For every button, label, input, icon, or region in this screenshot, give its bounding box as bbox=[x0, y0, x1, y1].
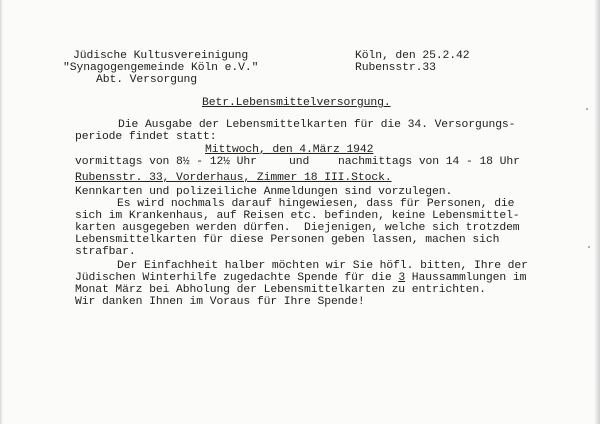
body-line: Kennkarten und polizeiliche Anmeldungen sind vorzulegen. bbox=[75, 186, 453, 198]
place-date: Köln, den 25.2.42 bbox=[355, 50, 470, 62]
sender-address: Rubensstr.33 bbox=[355, 62, 436, 74]
body-text: Jüdischen Winterhilfe zugedachte Spende für die bbox=[75, 272, 399, 284]
body-line: Die Ausgabe der Lebensmittelkarten für die 34. Versorgungs- bbox=[118, 119, 516, 131]
body-line: periode findet statt: bbox=[75, 131, 217, 143]
collection-count: 3 bbox=[398, 272, 406, 284]
sender-line-3: Abt. Versorgung bbox=[96, 74, 198, 86]
body-line: Der Einfachheit halber möchten wir Sie höfl. bitten, Ihre der bbox=[117, 260, 528, 272]
body-line: karten ausgegeben werden dürfen. Diejenigen, welche sich trotzdem bbox=[75, 222, 520, 234]
scan-speck bbox=[586, 108, 588, 110]
times-and: und bbox=[289, 156, 310, 168]
sender-line-1: Jüdische Kultusvereinigung bbox=[73, 50, 249, 62]
paper-edge-right bbox=[594, 0, 600, 424]
distribution-date: Mittwoch, den 4.März 1942 bbox=[205, 144, 374, 156]
subject-line: Betr.Lebensmittelversorgung. bbox=[202, 97, 391, 109]
body-line: Es wird nochmals darauf hingewiesen, dass für Personen, die bbox=[117, 198, 515, 210]
body-line: Lebensmittelkarten für diese Personen geben lassen, machen sich bbox=[75, 234, 500, 246]
body-line bbox=[75, 272, 526, 284]
closing-line: Wir danken Ihnen im Voraus für Ihre Spende! bbox=[75, 296, 365, 308]
body-line: sich im Krankenhaus, auf Reisen etc. befinden, keine Lebensmittel- bbox=[75, 210, 520, 222]
times-afternoon: nachmittags von 14 - 18 Uhr bbox=[338, 156, 520, 168]
times-morning: vormittags von 8½ - 12½ Uhr bbox=[75, 156, 257, 168]
body-line: Monat März bei Abholung der Lebensmittelkarten zu entrichten. bbox=[75, 284, 486, 296]
distribution-location: Rubensstr. 33, Vorderhaus, Zimmer 18 III.Stock. bbox=[75, 172, 392, 184]
body-line: strafbar. bbox=[75, 246, 136, 258]
body-text: Haussammlungen im bbox=[405, 272, 527, 284]
sender-line-2: "Synagogengemeinde Köln e.V." bbox=[63, 62, 259, 74]
paper-edge-left bbox=[0, 0, 3, 424]
scan-speck bbox=[588, 246, 590, 248]
